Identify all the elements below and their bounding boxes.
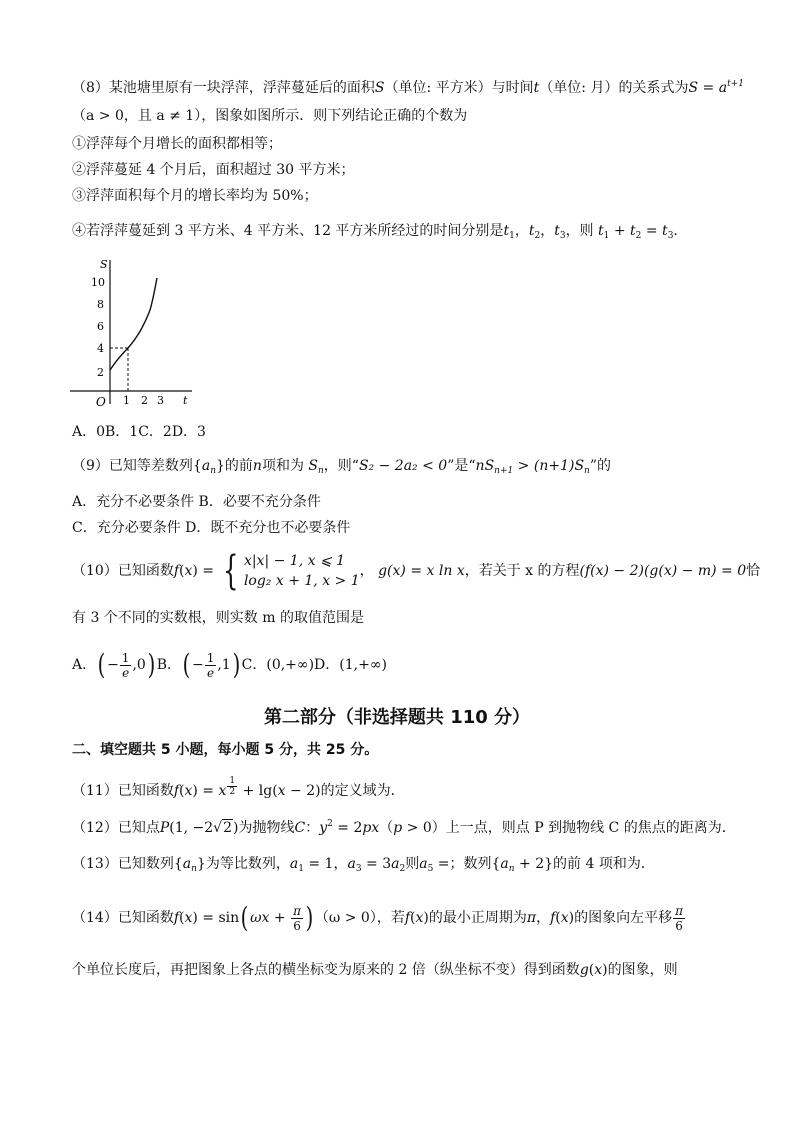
q14-text-g: 的图象，则 (607, 962, 678, 978)
q13-text-e: 的前 4 项和为． (553, 856, 655, 872)
q9-text-f: ”的 (589, 458, 612, 474)
y-tick-2: 2 (97, 366, 104, 379)
q14-line1: （14）已知函数f(x) = sin( ωx + $\frac{\pi}{6}$ ) （ω > 0），若f(x)的最小正周期为π，f(x)的图象向左平移 $\frac{\pi}{6}$ (72, 901, 684, 934)
q10-text-a: （10）已知函数 (72, 563, 174, 579)
q8-item2: ②浮萍蔓延 4 个月后，面积超过 30 平方米； (72, 162, 355, 178)
q9-text-c: 项和为 (261, 458, 304, 474)
q9-cond1: S₂ − 2a₂ < 0 (358, 458, 448, 474)
q14-text-c: 的最小正周期为 (428, 910, 527, 926)
q9-text-a: （9）已知等差数列 (72, 458, 193, 474)
q10-line1: （10）已知函数f(x) = { x|x| − 1, x ⩽ 1 log₂ x + 1, x > 1 ， g(x) = x ln x，若关于 x 的方程(f(x) − 2)(g(x) − m) = 0恰 (72, 548, 761, 594)
q10-opt-c: C． (241, 657, 267, 673)
q8-line1 (72, 74, 744, 98)
q8-item1: ①浮萍每个月增长的面积都相等； (72, 136, 282, 152)
x-axis-label: t (183, 394, 188, 407)
q9-options-ab: A．充分不必要条件 B．必要不充分条件 (72, 494, 321, 510)
q12-text-b: 为抛物线 (238, 820, 295, 836)
q9-text-e: ”是“ (447, 458, 476, 474)
q10-options: A．( − $\frac{1}{e}$ ,0) B．( − $\frac{1}{e}$ ,1) C．(0,+∞)D．(1,+∞) (72, 648, 387, 681)
q14-text-a: （14）已知函数 (72, 910, 174, 926)
section-head: 二、填空题共 5 小题，每小题 5 分，共 25 分。 (72, 742, 379, 758)
q9-cond2: nS (475, 458, 495, 474)
q8-item3: ③浮萍面积每个月的增长率均为 50%； (72, 188, 318, 204)
q8-item4-end: ． (673, 223, 688, 239)
q8-S: S (374, 80, 385, 96)
q10-case2: log₂ x + 1, x > 1 (243, 573, 360, 589)
q10-opt-d: D． (314, 657, 340, 673)
q14-text-d: ， (536, 910, 551, 926)
q8-exponent: t+1 (727, 79, 744, 89)
q10-opt-c-val: (0,+∞) (266, 657, 315, 673)
q11-text-b: 的定义域为． (320, 783, 405, 799)
q10-equation: (f(x) − 2)(g(x) − m) = 0 (579, 563, 747, 579)
q10-text-b: ，若关于 x 的方程 (464, 563, 580, 579)
q8-formula: S = a (688, 80, 728, 96)
q9-n: n (252, 458, 262, 474)
q8-item4: ④若浮萍蔓延到 3 平方米、4 平方米、12 平方米所经过的时间分别是$t_1$，$t_2$，$t_3$，则 $t_1 + t_2 = t_3$． (72, 223, 688, 241)
q10-text-c: 恰 (746, 563, 761, 579)
q13-text-d: ；数列 (449, 856, 492, 872)
q10-opt-b: B． (156, 657, 182, 673)
q12-text-a: （12）已知点 (72, 820, 160, 836)
q8-options: A．0B．1C．2D．3 (72, 424, 206, 440)
q8-text-a: （8）某池塘里原有一块浮萍，浮萍蔓延后的面积 (72, 80, 375, 96)
exponential-curve (110, 278, 157, 370)
q9-text-d: ，则“ (323, 458, 359, 474)
x-tick-1: 1 (123, 394, 130, 407)
q8-text-b: （单位: 平方米）与时间 (384, 80, 534, 96)
y-tick-4: 4 (97, 342, 104, 355)
q13-line: （13）已知数列$\{a_n\}$为等比数列，$a_1 = 1$，$a_3 = 3a_2$则$a_5$ =；数列$\{a_n + 2\}$的前 4 项和为． (72, 856, 655, 874)
origin-label: O (96, 395, 106, 409)
q12-text-c: 上一点，则点 P 到抛物线 C 的焦点的距离为． (445, 820, 736, 836)
q14-line2: 个单位长度后，再把图象上各点的横坐标变为原来的 2 倍（纵坐标不变）得到函数g(x)的图象，则 (72, 962, 678, 978)
q14-text-e: 的图象向左平移 (574, 910, 673, 926)
q8-item4-text: ④若浮萍蔓延到 3 平方米、4 平方米、12 平方米所经过的时间分别是 (72, 223, 504, 239)
q12-line: （12）已知点P(1, −2√2)为抛物线C：$y^2 = 2px(p > 0)$上一点，则点 P 到抛物线 C 的焦点的距离为． (72, 819, 736, 836)
x-tick-3: 3 (157, 394, 164, 407)
q11-text-a: （11）已知函数 (72, 783, 174, 799)
q8-graph (66, 254, 196, 412)
q9-text-b: 的前 (224, 458, 253, 474)
q9-options-cd: C．充分必要条件 D．既不充分也不必要条件 (72, 520, 351, 536)
q8-text-c: （单位: 月）的关系式为 (539, 80, 689, 96)
x-tick-2: 2 (141, 394, 148, 407)
y-tick-8: 8 (97, 298, 104, 311)
q9-cond2b: > (n+1)S (513, 458, 585, 474)
q9-line: （9）已知等差数列$\{a_n\}$的前n项和为 $S_n$，则“S₂ − 2a₂ < 0”是“$nS_{n+1} > (n+1)S_n$”的 (72, 458, 612, 476)
q13-text-b: 为等比数列， (205, 856, 290, 872)
q10-line2: 有 3 个不同的实数根，则实数 m 的取值范围是 (72, 610, 364, 626)
q11-line: （11）已知函数f(x) = x $^{\frac{1}{2}}$ + lg(x − 2)的定义域为． (72, 776, 405, 799)
q13-text-a: （13）已知数列 (72, 856, 174, 872)
q13-text-c: 则 (405, 856, 420, 872)
q8-t: t (533, 80, 540, 96)
q10-opt-d-val: (1,+∞) (339, 657, 387, 673)
q10-g-def: g(x) = x ln x (378, 563, 465, 579)
q8-line2: （a > 0，且 a ≠ 1），图象如图所示．则下列结论正确的个数为 (72, 108, 468, 124)
y-tick-10: 10 (91, 276, 105, 289)
q14-text-b: （ω > 0），若 (314, 910, 405, 926)
q10-case1: x|x| − 1, x ⩽ 1 (243, 553, 346, 569)
q14-text-f: 个单位长度后，再把图象上各点的横坐标变为原来的 2 倍（纵坐标不变）得到函数 (72, 962, 580, 978)
section-title: 第二部分（非选择题共 110 分） (263, 707, 531, 728)
y-axis-label: S (100, 258, 108, 271)
y-tick-6: 6 (97, 320, 104, 333)
q10-opt-a: A． (72, 657, 97, 673)
